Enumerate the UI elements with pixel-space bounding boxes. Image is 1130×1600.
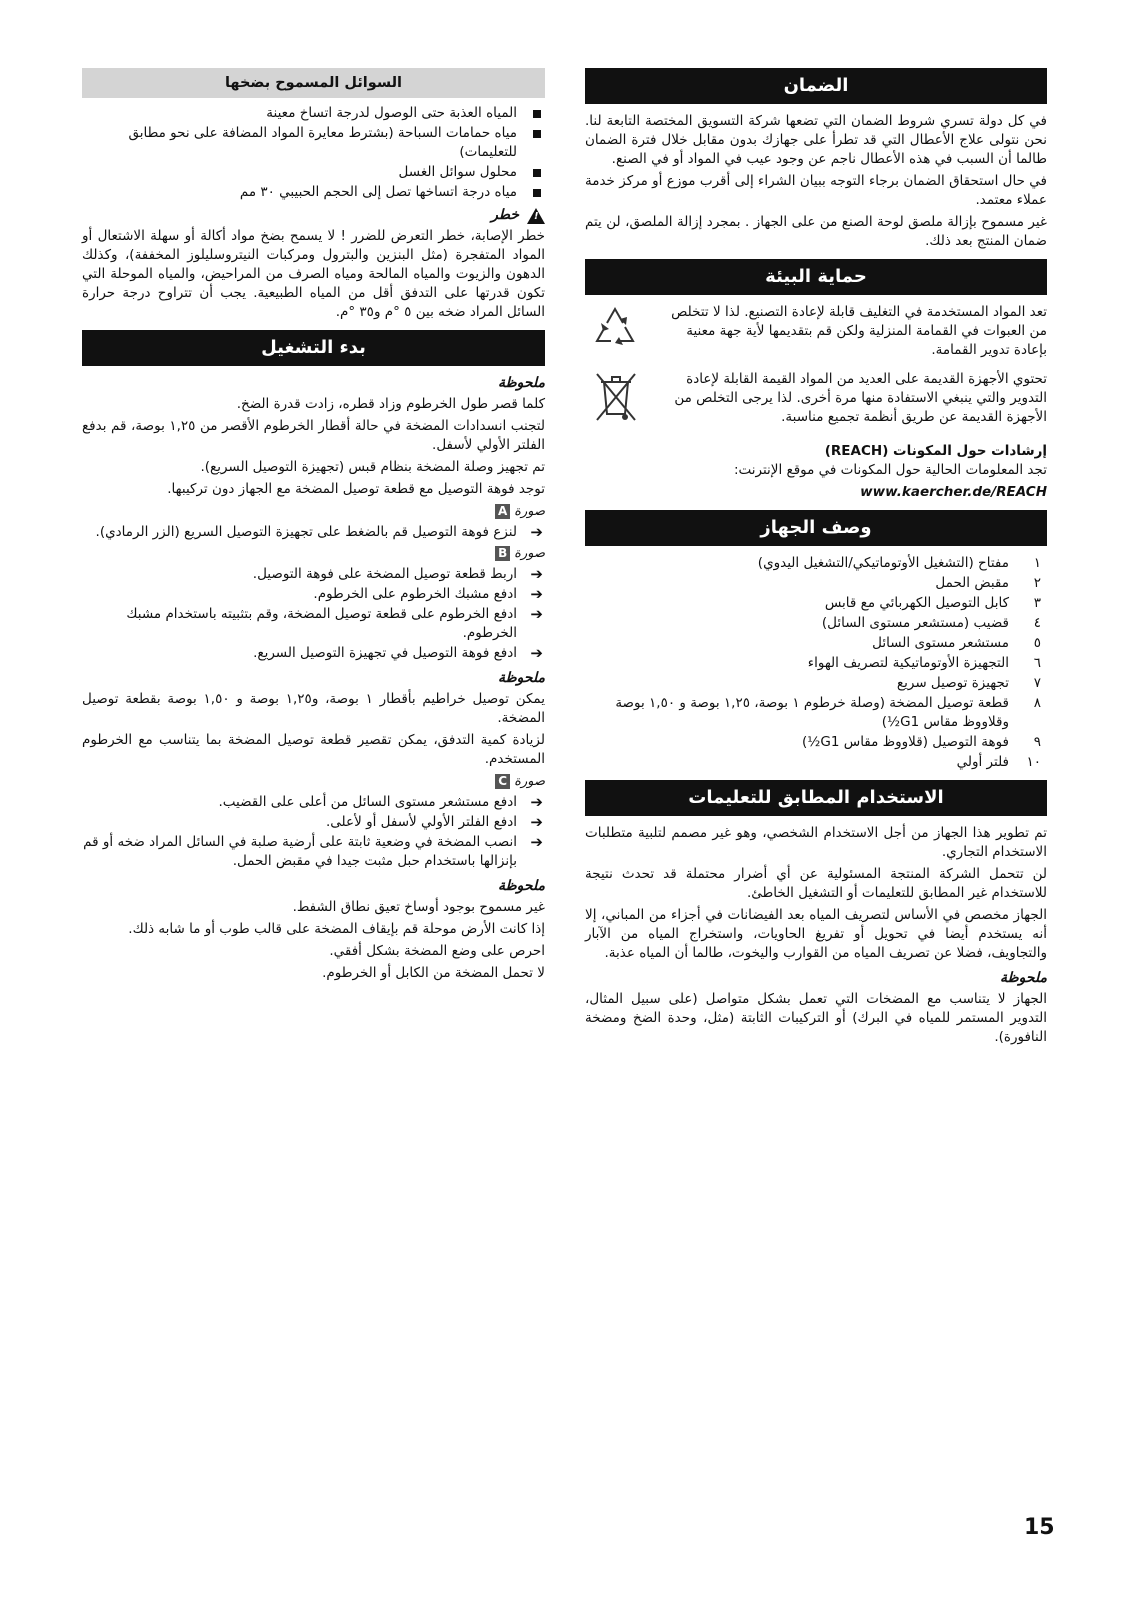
figure-a-badge: A — [495, 504, 510, 519]
steps-b-list — [82, 565, 545, 663]
fluids-list — [82, 104, 545, 202]
list-item: المياه العذبة حتى الوصول لدرجة اتساخ معينة — [82, 104, 545, 123]
intended-paragraph-1: تم تطوير هذا الجهاز من أجل الاستخدام الشخصي، وهو غير مصمم لتلبية متطلبات الاستخدام التجاري. — [585, 825, 1047, 860]
fluids-section — [82, 68, 545, 322]
note-line: احرص على وضع المضخة بشكل أفقي. — [329, 943, 545, 959]
warranty-paragraph-3: غير مسموح بإزالة ملصق لوحة الصنع من على الجهاز . بمجرد إزالة الملصق، لن يتم ضمان المنتج بعد ذلك. — [585, 214, 1047, 249]
weee-text: تحتوي الأجهزة القديمة على العديد من المواد القيمة القابلة لإعادة التدوير والتي ينبغي الاستفادة منها مرة أخرى. لذا يرجى التخلص من الأجهزة القديمة عن طريق أنظمة تجميع مناسبة. — [674, 371, 1047, 425]
figure-b-reference: صورة B — [82, 544, 545, 563]
warranty-section — [585, 68, 1047, 251]
arrow-icon: ➔ — [530, 793, 543, 811]
warranty-paragraph-2: في حال استحقاق الضمان برجاء التوجه ببيان الشراء إلى أقرب موزع أو مركز خدمة عملاء معتمد. — [585, 173, 1047, 208]
intended-paragraph-3: الجهاز مخصص في الأساس لتصريف المياه بعد الفيضانات في أجزاء من المباني، إلا أنه يستخدم أيضا في تحويل أو تفريغ الحاويات، واستخراج المياه من الآبار والتجاويف، فضلا عن تصريف المياه من القوارب واليخوت، طالما أن المياه عذبة. — [585, 907, 1047, 961]
list-item: ➔ لنزع فوهة التوصيل قم بالضغط على تجهيزة التوصيل السريع (الزر الرمادي). — [95, 523, 543, 541]
figure-c-reference: صورة C — [82, 772, 545, 791]
arrow-icon: ➔ — [530, 833, 543, 851]
list-item: مياه حمامات السباحة (بشترط معايرة المواد المضافة على نحو مطابق للتعليمات) — [82, 124, 545, 162]
steps-a-list — [82, 523, 545, 542]
figure-a-reference: صورة A — [82, 502, 545, 521]
list-item: ➔ ادفع الخرطوم على قطعة توصيل المضخة، وقم بتثبيته باستخدام مشبك الخرطوم. — [126, 605, 543, 641]
note-line: كلما قصر طول الخرطوم وزاد قطره، زادت قدرة الضخ. — [236, 396, 545, 412]
note-line: إذا كانت الأرض موحلة قم بإيقاف المضخة على قالب طوب أو ما شابه ذلك. — [128, 921, 545, 937]
list-item: ٧ تجهيزة توصيل سريع — [896, 675, 1041, 691]
arrow-icon: ➔ — [530, 605, 543, 623]
recycle-text: تعد المواد المستخدمة في التغليف قابلة لإعادة التصنيع. لذا لا تتخلص من العبوات في القمامة المنزلية ولكن قم بتقديمها لأية جهة معنية بإعادة تدوير القمامة. — [671, 304, 1047, 358]
list-item: ٤ قضيب (مستشعر مستوى السائل) — [821, 615, 1041, 631]
arrow-icon: ➔ — [530, 644, 543, 662]
steps-c-list — [82, 793, 545, 871]
note-line: لتجنب انسدادات المضخة في حالة أقطار الخرطوم الأقصر من ١,٢٥ بوصة، قم بدفع الفلتر الأولي لأسفل. — [82, 418, 545, 453]
crossed-bin-icon — [585, 370, 641, 432]
note-line: لا تحمل المضخة من الكابل أو الخرطوم. — [322, 965, 545, 981]
environment-section — [585, 259, 1047, 502]
weee-row — [585, 370, 1047, 432]
list-item: ٥ مستشعر مستوى السائل — [872, 635, 1041, 651]
device-parts-list — [585, 554, 1047, 772]
arrow-icon: ➔ — [530, 585, 543, 603]
startup-note-2-label: ملحوظة — [497, 670, 545, 686]
startup-note-1-label: ملحوظة — [497, 375, 545, 391]
list-item: ٩ فوهة التوصيل (قلاووظ مقاس G1½) — [802, 734, 1041, 750]
intended-paragraph-2: لن تتحمل الشركة المنتجة المسئولية عن أي أضرار محتملة قد تحدث نتيجة للاستخدام غير المطابق للتعليمات أو التشغيل الخاطئ. — [585, 866, 1047, 901]
list-item: ➔ ادفع فوهة التوصيل في تجهيزة التوصيل السريع. — [253, 644, 543, 662]
intended-note-label: ملحوظة — [999, 970, 1047, 986]
list-item: ➔ ادفع مستشعر مستوى السائل من أعلى على القضيب. — [218, 793, 543, 811]
right-column — [585, 68, 1047, 1055]
list-item: ٨ قطعة توصيل المضخة (وصلة خرطوم ١ بوصة، ١,٢٥ بوصة و ١,٥٠ بوصة وقلاووظ مقاس G1½) — [615, 695, 1041, 730]
list-item: ٣ كابل التوصيل الكهربائي مع قابس — [824, 595, 1041, 611]
danger-label-row — [82, 206, 545, 225]
list-item: ٢ مقبض الحمل — [935, 575, 1041, 591]
fluids-heading: السوائل المسموح بضخها — [82, 68, 545, 98]
warranty-paragraph-1: في كل دولة تسري شروط الضمان التي تضعها شركة التسويق المختصة التابعة لنا. نحن نتولى علاج الأعطال التي قد تطرأ على جهازك بدون مقابل خلال فترة الضمان طالما أن السبب في هذه الأعطال ناجم عن وجود عيب في المواد أو في الصنع. — [585, 113, 1047, 167]
intended-use-heading: الاستخدام المطابق للتعليمات — [585, 780, 1047, 816]
intended-note-text: الجهاز لا يتناسب مع المضخات التي تعمل بشكل متواصل (على سبيل المثال، التدوير المستمر للمياه في البرك) أو التركيبات الثابتة (مثل، وحدة الضخ ومضخة النافورة). — [585, 991, 1047, 1045]
list-item: ➔ ادفع مشبك الخرطوم على الخرطوم. — [313, 585, 543, 603]
recycle-row — [585, 303, 1047, 360]
note-line: تم تجهيز وصلة المضخة بنظام قبس (تجهيزة التوصيل السريع). — [200, 459, 545, 475]
list-item: ١ مفتاح (التشغيل الأوتوماتيكي/التشغيل اليدوي) — [757, 555, 1041, 571]
list-item: ➔ انصب المضخة في وضعية ثابتة على أرضية صلبة في السائل المراد ضخه أو قم بإنزالها باستخدام حبل مثبت جيدا في مقبض الحمل. — [83, 833, 543, 869]
note-line: يمكن توصيل خراطيم بأقطار ١ بوصة، و١,٢٥ بوصة و ١,٥٠ بوصة بقطعة توصيل المضخة. — [82, 691, 545, 726]
figure-b-badge: B — [495, 546, 510, 561]
figure-c-badge: C — [495, 774, 510, 789]
arrow-icon: ➔ — [530, 813, 543, 831]
left-column — [82, 68, 545, 991]
environment-heading: حماية البيئة — [585, 259, 1047, 295]
note-line: توجد فوهة التوصيل مع قطعة توصيل المضخة مع الجهاز دون تركيبها. — [167, 481, 545, 497]
page-number: 15 — [1024, 1515, 1055, 1540]
reach-url: www.kaercher.de/REACH — [860, 484, 1047, 500]
warranty-heading: الضمان — [585, 68, 1047, 104]
recycle-icon — [585, 303, 641, 357]
device-heading: وصف الجهاز — [585, 510, 1047, 546]
danger-text: خطر الإصابة، خطر التعرض للضرر ! لا يسمح بضخ مواد أكالة أو سهلة الاشتعال أو المواد المتفجرة (مثل البنزين والبترول ومركبات النيتروسليلوز المخففة)، وكذلك الدهون والزيوت والمياه المالحة ومياه الصرف من المراحيض، والمياه الموحلة التي تكون قدرتها على التدفق أقل من المياه الطبيعية. يجب أن تتراوح درجة حرارة السائل المراد ضخه بين ٥ °م و٣٥ °م. — [82, 228, 545, 320]
list-item: مياه درجة اتساخها تصل إلى الحجم الحبيبي ٣٠ مم — [82, 183, 545, 202]
startup-section — [82, 330, 545, 983]
danger-label: خطر — [491, 207, 519, 223]
arrow-icon: ➔ — [530, 523, 543, 541]
list-item: ٦ التجهيزة الأوتوماتيكية لتصريف الهواء — [807, 655, 1041, 671]
device-section — [585, 510, 1047, 772]
reach-text: تجد المعلومات الحالية حول المكونات في موقع الإنترنت: — [733, 462, 1047, 478]
intended-use-section — [585, 780, 1047, 1047]
note-line: لزيادة كمية التدفق، يمكن تقصير قطعة توصيل المضخة بما يتناسب مع الخرطوم المستخدم. — [82, 732, 545, 767]
list-item: ➔ اربط قطعة توصيل المضخة على فوهة التوصيل. — [252, 565, 543, 583]
startup-note-3-label: ملحوظة — [497, 878, 545, 894]
arrow-icon: ➔ — [530, 565, 543, 583]
note-line: غير مسموح بوجود أوساخ تعيق نطاق الشفط. — [292, 899, 545, 915]
warning-triangle-icon — [527, 208, 545, 224]
list-item: محلول سوائل الغسل — [82, 163, 545, 182]
list-item: ➔ ادفع الفلتر الأولي لأسفل أو لأعلى. — [326, 813, 543, 831]
reach-title: إرشادات حول المكونات (REACH) — [824, 443, 1047, 459]
list-item: ١٠ فلتر أولي — [956, 754, 1041, 770]
startup-heading: بدء التشغيل — [82, 330, 545, 366]
